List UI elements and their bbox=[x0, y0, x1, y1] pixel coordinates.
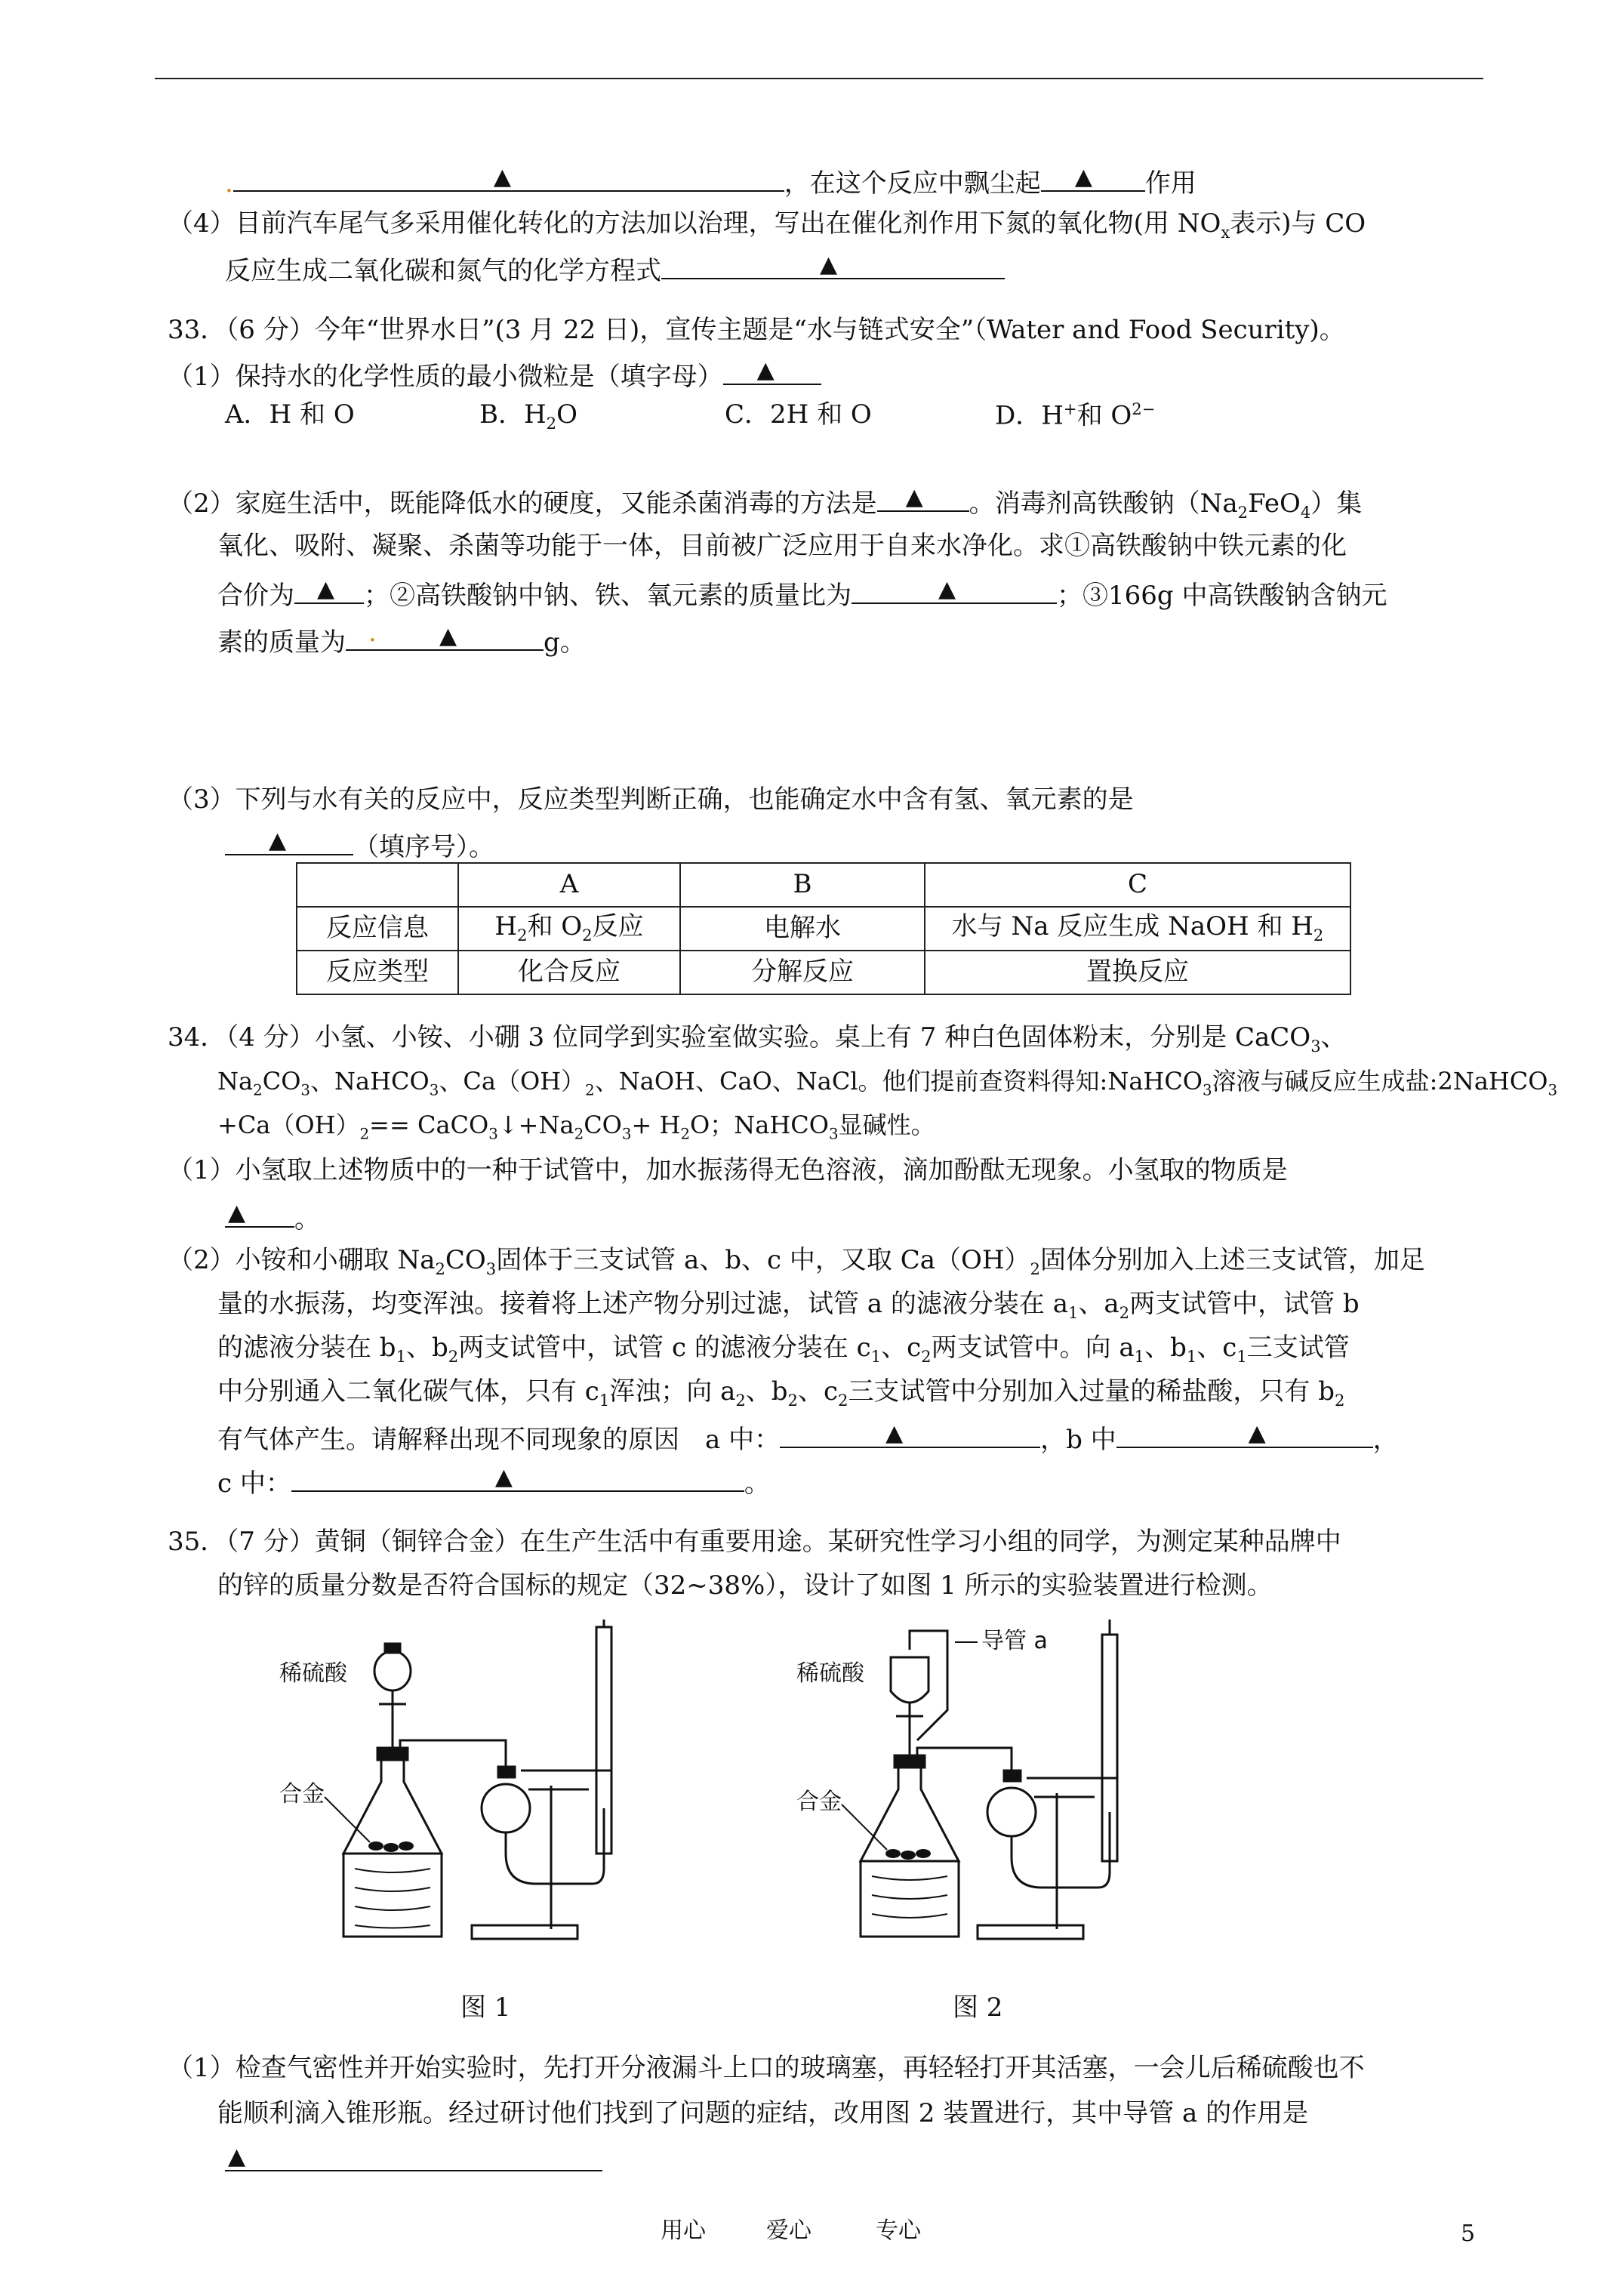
q33-option-d: D．H+和 $O^{2-}$ bbox=[995, 399, 1156, 431]
stray-dot: . bbox=[225, 168, 233, 199]
stray-dot: . bbox=[368, 617, 377, 648]
blank-triangle-icon: ▲ bbox=[905, 484, 923, 510]
answer-blank bbox=[225, 2144, 602, 2171]
q33-p2-line4: 素的质量为 . ▲ g。 bbox=[217, 617, 586, 658]
q34-line1: 34．（4 分）小氢、小铵、小硼 3 位同学到实验室做实验。桌上有 7 种白色固体粉末，分别是 CaCO$_3$、 bbox=[168, 1022, 1347, 1056]
figure-2-caption: 图 2 bbox=[953, 1992, 1003, 2023]
answer-blank bbox=[294, 577, 364, 604]
table-row-label: 反应类型 bbox=[297, 951, 458, 994]
table-cell: 分解反应 bbox=[680, 951, 925, 994]
q34-p2-line2: 量的水振荡，均变浑浊。接着将上述产物分别过滤，试管 a 的滤液分装在 $a_1$、$a_2$两支试管中，试管 b bbox=[217, 1289, 1360, 1322]
blank-triangle-icon: ▲ bbox=[493, 164, 511, 190]
label-tube-a: 导管 a bbox=[981, 1628, 1048, 1654]
label-alloy: 合金 bbox=[279, 1781, 325, 1808]
label-alloy: 合金 bbox=[796, 1789, 842, 1815]
figure-1-caption: 图 1 bbox=[460, 1992, 511, 2023]
q33-option-c: C．2H 和 O bbox=[725, 399, 872, 430]
q35-p1-line2: 能顺利滴入锥形瓶。经过研讨他们找到了问题的症结，改用图 2 装置进行，其中导管 a 的作用是 bbox=[217, 2098, 1309, 2128]
answer-blank bbox=[225, 828, 353, 855]
blank-triangle-icon: ▲ bbox=[820, 251, 838, 278]
answer-blank bbox=[291, 1465, 744, 1492]
footer-motto-2: 爱心 bbox=[766, 2217, 812, 2244]
answer-blank bbox=[225, 1200, 294, 1228]
table-cell: 水与 Na 反应生成 NaOH 和 $H_2$ bbox=[925, 907, 1350, 951]
footer-motto-1: 用心 bbox=[661, 2217, 706, 2244]
q33-option-a: A．H 和 O bbox=[225, 399, 355, 430]
q33-p3-line1: （3）下列与水有关的反应中，反应类型判断正确，也能确定水中含有氢、氧元素的是 bbox=[168, 784, 1134, 815]
table-cell: 置换反应 bbox=[925, 951, 1350, 994]
table-header-cell: C bbox=[925, 863, 1350, 907]
q33-title: 33．（6 分）今年“世界水日”(3 月 22 日)，宣传主题是“水与链式安全”（Water and Food Security)。 bbox=[168, 315, 1345, 345]
blank-triangle-icon: ▲ bbox=[938, 576, 956, 603]
table-row bbox=[297, 907, 1350, 951]
q34-p2-line6: c 中： ▲ 。 bbox=[217, 1464, 770, 1499]
q34-p2-line1: （2）小铵和小硼取 $Na_2CO_3$固体于三支试管 a、b、c 中，又取 $Ca(OH)_2$固体分别加入上述三支试管，加足 bbox=[168, 1245, 1425, 1278]
page-number: 5 bbox=[1461, 2220, 1476, 2247]
answer-blank bbox=[852, 577, 1057, 604]
q33-p2-line2: 氧化、吸附、凝聚、杀菌等功能于一体，目前被广泛应用于自来水净化。求①高铁酸钠中铁元素的化 bbox=[217, 531, 1347, 561]
blank-triangle-icon: ▲ bbox=[756, 357, 775, 384]
blank-triangle-icon: ▲ bbox=[439, 623, 457, 649]
answer-blank bbox=[780, 1421, 1040, 1448]
answer-blank bbox=[1116, 1421, 1373, 1448]
q34-p2-line3: 的滤液分装在 $b_1$、$b_2$两支试管中，试管 c 的滤液分装在 $c_1$、$c_2$两支试管中。向 $a_1$、$b_1$、$c_1$三支试管 bbox=[217, 1333, 1350, 1366]
table-cell: $H_2$和 $O_2$反应 bbox=[458, 907, 680, 951]
reaction-table bbox=[296, 862, 1351, 995]
q33-p3-line2: ▲ （填序号）。 bbox=[225, 828, 494, 862]
table-header-cell: A bbox=[458, 863, 680, 907]
q32-line1: . ▲ ，在这个反应中飘尘起 ▲ 作用 bbox=[225, 164, 1196, 199]
q34-p1-line1: （1）小氢取上述物质中的一种于试管中，加水振荡得无色溶液，滴加酚酞无现象。小氢取的物质是 bbox=[168, 1155, 1288, 1185]
q33-p2-line1: （2）家庭生活中，既能降低水的硬度，又能杀菌消毒的方法是 ▲ 。消毒剂高铁酸钠$(Na_2FeO_4)$集 bbox=[168, 484, 1363, 522]
table-row-label: 反应信息 bbox=[297, 907, 458, 951]
table-cell: 电解水 bbox=[680, 907, 925, 951]
q35-p1-line1: （1）检查气密性并开始实验时，先打开分液漏斗上口的玻璃塞，再轻轻打开其活塞，一会儿后稀硫酸也不 bbox=[168, 2053, 1365, 2083]
q34-line2: $Na_2CO_3$、NaHCO$_3$、$Ca(OH)_2$、NaOH、CaO、NaCl。他们提前查资料得知:NaHCO$_3$溶液与碱反应生成盐:2NaHCO$_3$ bbox=[217, 1067, 1558, 1099]
table-header-cell bbox=[297, 863, 458, 907]
q34-p2-line4: 中分别通入二氧化碳气体，只有 $c_1$浑浊；向 $a_2$、$b_2$、$c_2$三支试管中分别加入过量的稀盐酸，只有 $b_2$ bbox=[217, 1376, 1345, 1410]
answer-blank bbox=[1041, 165, 1145, 192]
answer-blank bbox=[661, 252, 1005, 279]
answer-blank bbox=[877, 485, 969, 512]
blank-triangle-icon: ▲ bbox=[228, 1200, 246, 1226]
blank-triangle-icon: ▲ bbox=[269, 827, 287, 854]
footer-motto-3: 专心 bbox=[876, 2217, 921, 2244]
blank-triangle-icon: ▲ bbox=[228, 2143, 246, 2170]
blank-triangle-icon: ▲ bbox=[1074, 164, 1092, 190]
table-row bbox=[297, 951, 1350, 994]
q33-p2-line3: 合价为 ▲ ；②高铁酸钠中钠、铁、氧元素的质量比为 ▲ ；③166g 中高铁酸钠含钠元 bbox=[217, 576, 1387, 611]
q34-p1-line2: ▲ 。 bbox=[225, 1200, 320, 1234]
figure-2 bbox=[796, 1620, 1159, 1974]
q35-line2: 的锌的质量分数是否符合国标的规定（32~38%），设计了如图 1 所示的实验装置进行检测。 bbox=[217, 1570, 1273, 1601]
figure-1 bbox=[279, 1620, 642, 1974]
answer-blank bbox=[346, 617, 544, 651]
answer-blank bbox=[233, 165, 784, 192]
q34-p2-line5: 有气体产生。请解释出现不同现象的原因 a 中： ▲ ，b 中 ▲ ， bbox=[217, 1420, 1399, 1455]
q35-line1: 35．（7 分）黄铜（铜锌合金）在生产生活中有重要用途。某研究性学习小组的同学，为测定某种品牌中 bbox=[168, 1527, 1341, 1557]
label-dilute-acid: 稀硫酸 bbox=[796, 1660, 864, 1687]
table-header-cell: B bbox=[680, 863, 925, 907]
label-dilute-acid: 稀硫酸 bbox=[279, 1660, 347, 1687]
blank-triangle-icon: ▲ bbox=[317, 576, 335, 603]
table-cell: 化合反应 bbox=[458, 951, 680, 994]
table-row bbox=[297, 863, 1350, 907]
blank-triangle-icon: ▲ bbox=[494, 1464, 513, 1490]
q33-p1: （1）保持水的化学性质的最小微粒是（填字母） ▲ bbox=[168, 358, 821, 392]
q33-option-b: B．$H_2O$ bbox=[479, 399, 577, 433]
q34-line3: $+Ca(OH)_2==$ $CaCO_3↓+Na_2CO_3+ H_2O$；NaHCO$_3$显碱性。 bbox=[217, 1111, 935, 1143]
q35-p1-line3 bbox=[225, 2144, 602, 2178]
blank-triangle-icon: ▲ bbox=[1248, 1420, 1266, 1447]
header-rule bbox=[155, 78, 1483, 79]
q32-line3: 反应生成二氧化碳和氮气的化学方程式 ▲ bbox=[225, 252, 1005, 286]
answer-blank bbox=[723, 358, 821, 385]
blank-triangle-icon: ▲ bbox=[885, 1420, 904, 1447]
q32-line2: （4）目前汽车尾气多采用催化转化的方法加以治理，写出在催化剂作用下氮的氧化物(用 $NO_x$表示)与 CO bbox=[168, 208, 1366, 242]
